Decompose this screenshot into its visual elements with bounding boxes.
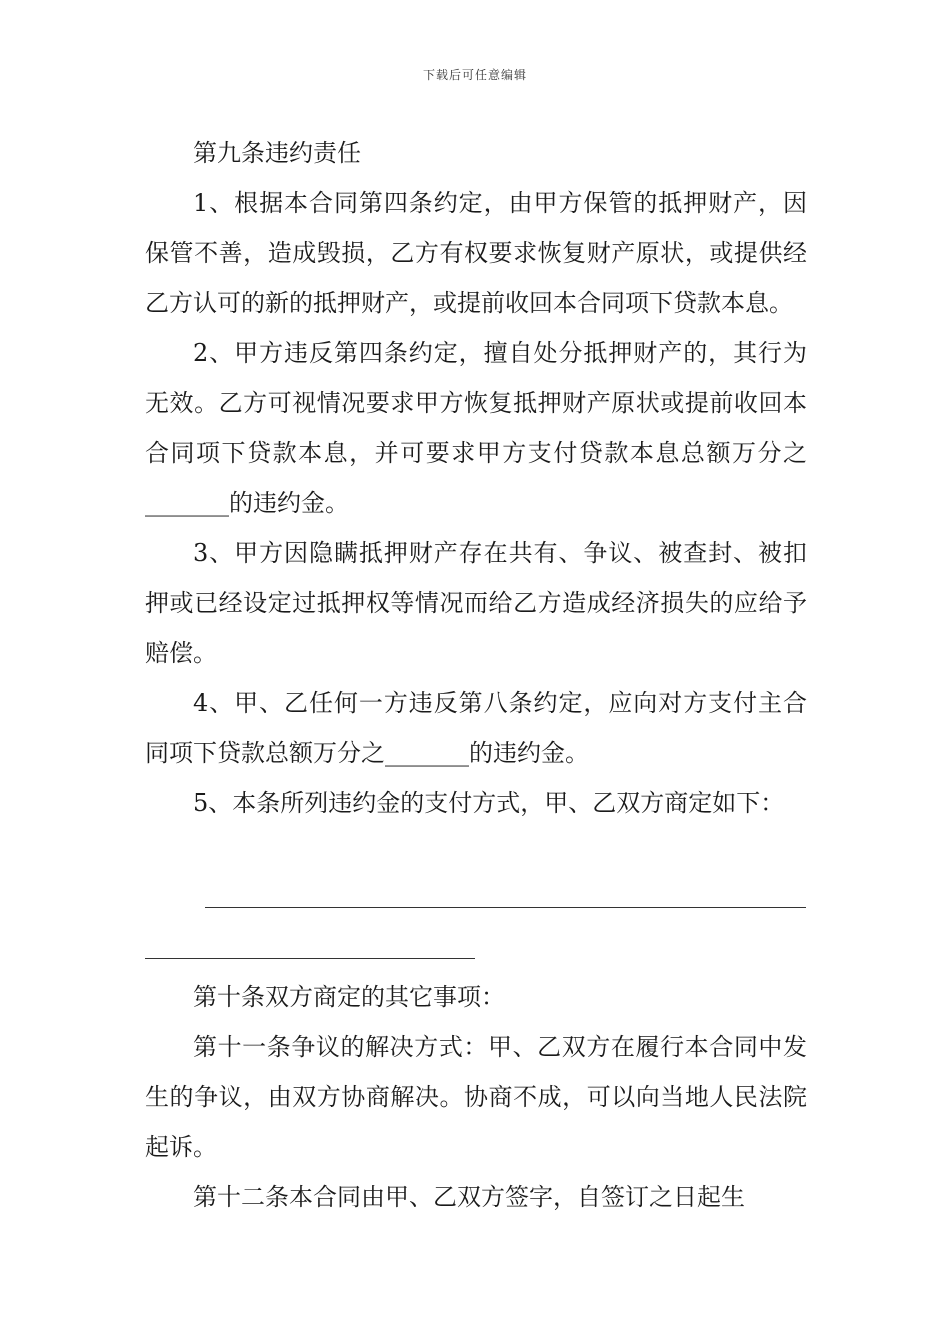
document-body bbox=[145, 128, 807, 828]
fill-in-line-1 bbox=[205, 907, 806, 908]
fill-in-line-2 bbox=[145, 958, 475, 959]
article-9-title: 第九条违约责任 bbox=[193, 139, 361, 167]
article-10: 第十条双方商定的其它事项： bbox=[193, 983, 505, 1011]
article-12: 第十二条本合同由甲、乙双方签字，自签订之日起生 bbox=[193, 1183, 745, 1211]
clause-4: 4、甲、乙任何一方违反第八条约定，应向对方支付主合同项下贷款总额万分之_______的违约金。 bbox=[145, 689, 807, 767]
clause-1: 1、根据本合同第四条约定，由甲方保管的抵押财产，因保管不善，造成毁损，乙方有权要求恢复财产原状，或提供经乙方认可的新的抵押财产，或提前收回本合同项下贷款本息。 bbox=[145, 189, 807, 317]
page-header-note: 下载后可任意编辑 bbox=[422, 68, 527, 82]
article-11: 第十一条争议的解决方式：甲、乙双方在履行本合同中发生的争议，由双方协商解决。协商不成，可以向当地人民法院起诉。 bbox=[145, 1033, 807, 1161]
clause-5: 5、本条所列违约金的支付方式，甲、乙双方商定如下： bbox=[193, 789, 785, 817]
document-body-continued bbox=[145, 972, 807, 1222]
clause-2: 2、甲方违反第四条约定，擅自处分抵押财产的，其行为无效。乙方可视情况要求甲方恢复抵押财产原状或提前收回本合同项下贷款本息，并可要求甲方支付贷款本息总额万分之_______的违约金。 bbox=[145, 339, 807, 517]
clause-3: 3、甲方因隐瞒抵押财产存在共有、争议、被查封、被扣押或已经设定过抵押权等情况而给乙方造成经济损失的应给予赔偿。 bbox=[145, 539, 807, 667]
